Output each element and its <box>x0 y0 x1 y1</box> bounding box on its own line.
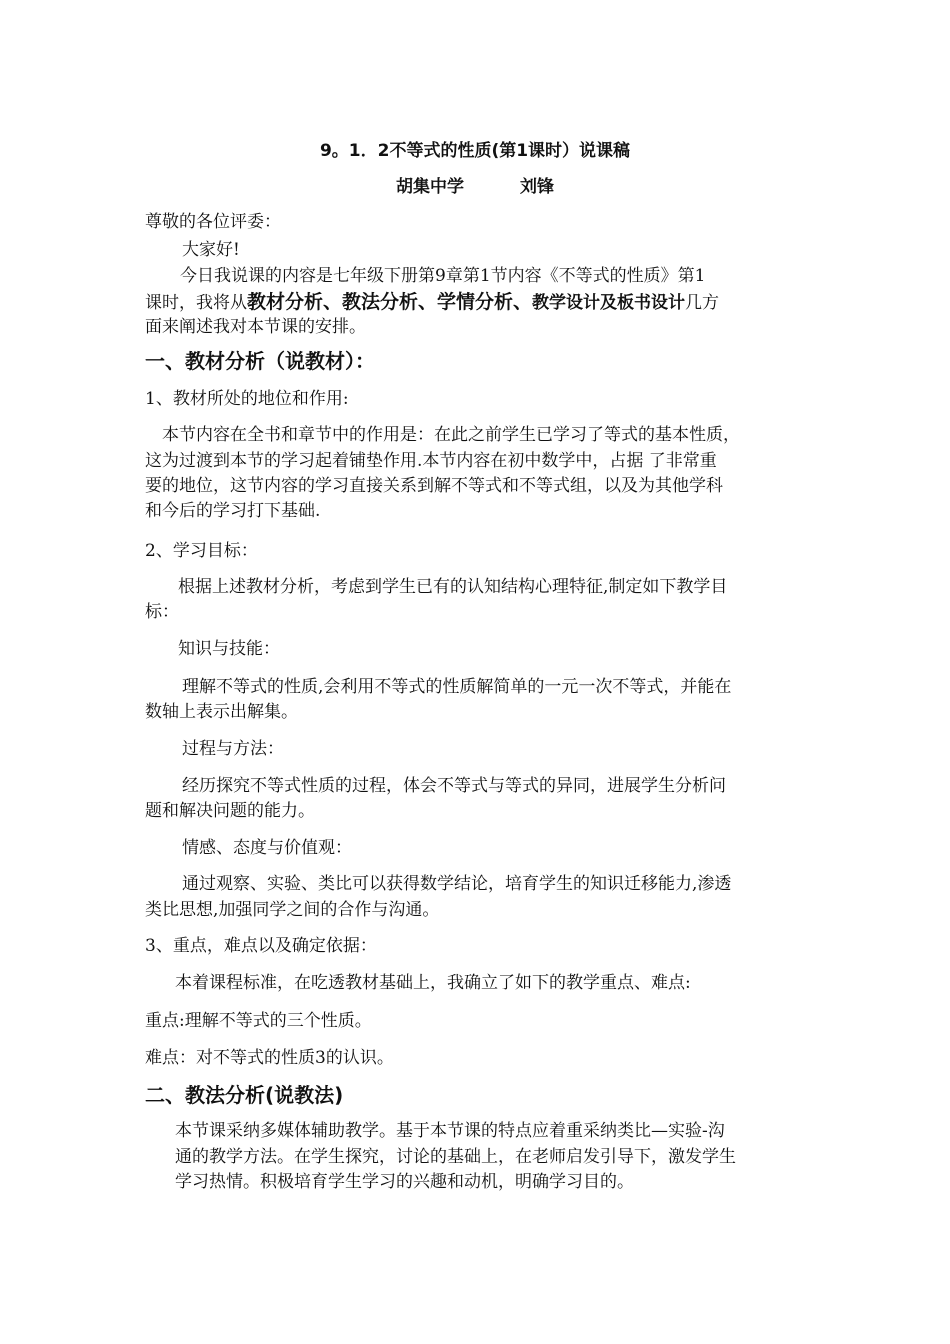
intro-line-3: 面来阐述我对本节课的安排。 <box>145 317 366 337</box>
section-2-heading: 二、教法分析(说教法) <box>145 1083 344 1107</box>
section-1-sub-1: 1、教材所处的地位和作用: <box>145 389 349 409</box>
section-1-p1-line: 这为过渡到本节的学习起着铺垫作用.本节内容在初中数学中，占据 了非常重 <box>145 451 717 471</box>
difficult-point: 难点：对不等式的性质3的认识。 <box>145 1048 394 1068</box>
author-school: 胡集中学 <box>396 177 464 197</box>
intro-line-1: 今日我说课的内容是七年级下册第9章第1节内容《不等式的性质》第1 <box>180 266 706 286</box>
goal-3-label: 情感、态度与价值观： <box>182 838 352 858</box>
goal-3-line: 通过观察、实验、类比可以获得数学结论，培育学生的知识迁移能力,渗透 <box>182 874 732 894</box>
goal-1-line: 理解不等式的性质,会利用不等式的性质解简单的一元一次不等式，并能在 <box>182 677 732 697</box>
section-1-heading: 一、教材分析（说教材）： <box>145 349 375 373</box>
section-2-p-line: 学习热情。积极培育学生学习的兴趣和动机，明确学习目的。 <box>175 1172 634 1192</box>
document-title: 9。1．2不等式的性质(第1课时）说课稿 <box>319 141 631 161</box>
section-1-sub-2: 2、学习目标： <box>145 541 258 561</box>
section-1-p2-line: 标： <box>145 602 179 622</box>
goal-2-line: 题和解决问题的能力。 <box>145 801 315 821</box>
author-line <box>0 176 950 198</box>
section-1-p1-line: 本节内容在全书和章节中的作用是：在此之前学生已学习了等式的基本性质， <box>162 425 740 445</box>
goal-1-label: 知识与技能： <box>178 639 280 659</box>
section-1-p1-line: 和今后的学习打下基础. <box>145 501 321 521</box>
goal-1-line: 数轴上表示出解集。 <box>145 702 298 722</box>
hello: 大家好! <box>182 240 240 260</box>
greeting: 尊敬的各位评委： <box>145 212 281 232</box>
goal-3-line: 类比思想,加强同学之间的合作与沟通。 <box>145 900 440 920</box>
section-1-sub-3: 3、重点，难点以及确定依据： <box>145 936 377 956</box>
section-2-p-line: 本节课采纳多媒体辅助教学。基于本节课的特点应着重采纳类比—实验-沟 <box>175 1121 725 1141</box>
emphasis-textbook-analysis: 教材分析 <box>247 291 324 313</box>
section-1-p1-line: 要的地位，这节内容的学习直接关系到解不等式和不等式组，以及为其他学科 <box>145 476 723 496</box>
intro-line-2: 课时，我将从教材分析、教法分析、学情分析、教学设计及板书设计几方 <box>145 291 720 313</box>
emphasis-teaching-design: 教学设计及板书设计 <box>532 293 686 313</box>
section-1-p3: 本着课程标准，在吃透教材基础上，我确立了如下的教学重点、难点: <box>175 973 691 993</box>
emphasis-method-analysis: 教法分析、学情分析、 <box>342 291 533 313</box>
key-point: 重点:理解不等式的三个性质。 <box>145 1011 372 1031</box>
goal-2-line: 经历探究不等式性质的过程，体会不等式与等式的异同，进展学生分析问 <box>182 776 726 796</box>
author-name: 刘锋 <box>520 177 554 197</box>
goal-2-label: 过程与方法： <box>182 739 284 759</box>
section-2-p-line: 通的教学方法。在学生探究，讨论的基础上，在老师启发引导下，激发学生 <box>175 1147 736 1167</box>
section-1-p2-line: 根据上述教材分析，考虑到学生已有的认知结构心理特征,制定如下教学目 <box>178 577 728 597</box>
